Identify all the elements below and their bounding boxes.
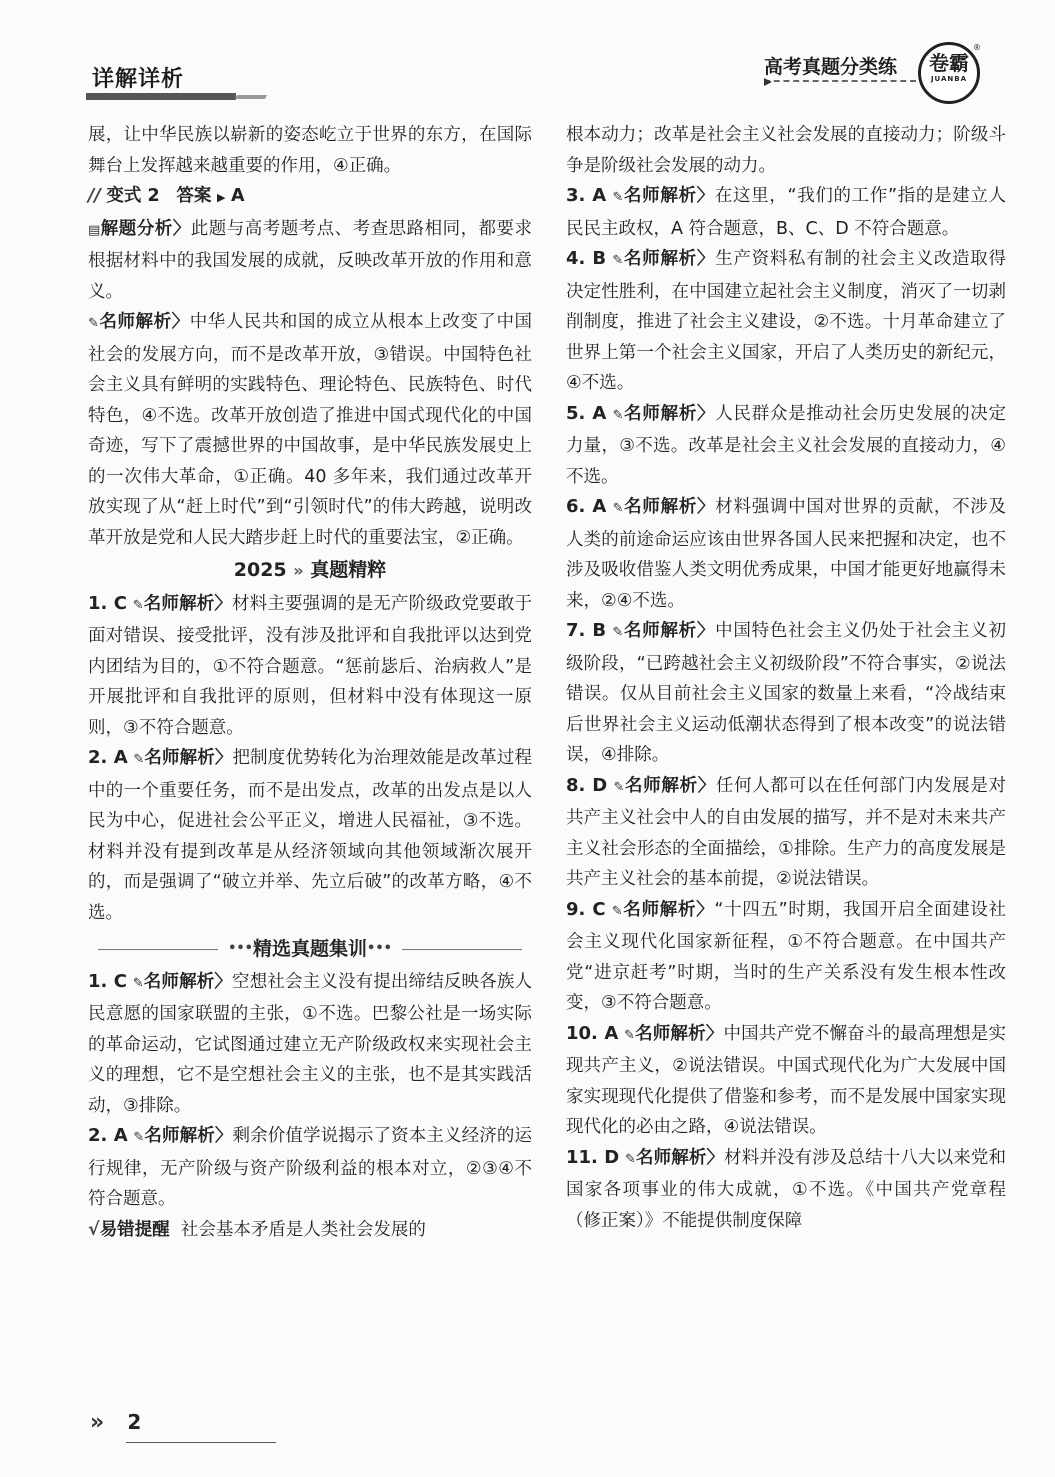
arrow-right-icon: 〉 [696,249,716,269]
question-item [566,1143,1006,1237]
arrow-right-icon: 〉 [696,621,716,641]
triangle-right-icon: ▶ [216,191,226,204]
explanation-label: 名师解析 [144,748,215,768]
explanation-label: 名师解析 [624,775,698,796]
analysis-text: 此题与高考题考点、考查思路相同，都要求根据材料中的我国发展的成就，反映改革开放的作用和意义。 [88,218,533,302]
logo-text: 卷霸 [929,51,969,75]
variant-tag: 变式 2 [106,186,160,206]
double-chevron-icon: » [90,1410,105,1435]
section-title: 精选真题集训 [253,938,368,960]
explanation-label: 名师解析 [623,497,698,517]
question-text: 材料并没有涉及总结十八大以来党和国家各项事业的伟大成就，①不选。《中国共产党章程（修正案）》不能提供制度保障 [566,1147,1007,1231]
double-slash-icon: // [88,186,101,206]
question-text: 剩余价值学说揭示了资本主义经济的运行规律，无产阶级与资产阶级利益的根本对立，②③④不符合题意。 [88,1126,532,1209]
footer-divider [126,1442,276,1443]
question-text: “十四五”时期，我国开启全面建设社会主义现代化国家新征程，①不符合题意。在中国共产党“进京赶考”时期，当时的生产关系没有发生根本性改变，③不符合题意。 [566,899,1007,1013]
question-number: 4. B [566,248,607,269]
question-text: 材料强调中国对世界的贡献，不涉及人类的前途命运应该由世界各国人民来把握和决定，也不涉及吸收借鉴人类文明优秀成果，中国才能更好地赢得未来，②④不选。 [566,497,1006,611]
arrow-right-icon: 〉 [214,748,233,768]
question-number: 11. D [566,1146,620,1168]
arrow-right-icon: 〉 [171,312,190,332]
book-title: 高考真题分类练 [764,56,898,78]
arrow-right-icon: 〉 [696,899,715,920]
arrow-right-icon: 〉 [172,218,191,239]
double-chevron-icon: » [293,561,304,580]
triangle-icon [764,78,772,86]
divider-line [402,949,522,950]
page-header [0,0,1055,110]
question-item [566,244,1006,399]
pencil-icon: ✎ [624,1151,636,1167]
arrow-right-icon: 〉 [214,971,233,992]
question-text: 生产资料私有制的社会主义改造取得决定性胜利，在中国建立起社会主义制度，消灭了一切剥削制度，推进了社会主义建设，②不选。十月革命建立了世界上第一个社会主义国家，开启了人类历史的新纪元，④不选。 [566,249,1007,393]
bullet-icon: ••• [228,941,253,956]
document-icon: ▤ [88,222,101,238]
question-number: 10. A [566,1022,619,1044]
question-text: 人民群众是推动社会历史发展的决定力量，③不选。改革是社会主义社会发展的直接动力，④不选。 [566,403,1006,487]
variant-heading [88,181,532,214]
section-title: 真题精粹 [310,559,387,581]
question-number: 6. A [566,496,607,517]
pencil-icon: ✎ [133,752,145,767]
answer-label: 答案 [176,186,212,206]
question-text: 中国共产党不懈奋斗的最高理想是实现共产主义，②说法错误。中国式现代化为广大发展中国家实现现代化提供了借鉴和参考，而不是发展中国家实现现代化的必由之路，④说法错误。 [566,1023,1006,1137]
question-item [88,967,532,1122]
explanation-label: 名师解析 [622,899,697,920]
pencil-icon: ✎ [132,975,144,991]
pencil-icon: ✎ [88,316,99,331]
pencil-icon: ✎ [613,779,625,795]
question-item [566,492,1006,616]
question-item [88,1121,532,1215]
continued-paragraph: 展，让中华民族以崭新的姿态屹立于世界的东方，在国际舞台上发挥越来越重要的作用，④正确。 [88,125,532,176]
header-bar [86,93,236,100]
question-text: 把制度优势转化为治理效能是改革过程中的一个重要任务，而不是出发点，改革的出发点是以人民为中心，促进社会公平正义，增进人民福祉，③不选。材料并没有提到改革是从经济领域向其他领域渐次展开的，而是强调了“破立并举、先立后破”的改革方略，④不选。 [88,748,532,923]
answer-value: A [230,186,245,206]
question-text: 任何人都可以在任何部门内发展是对共产主义社会中人的自由发展的描写，并不是对未来共产主义社会形态的全面描绘，①排除。生产力的高度发展是共产主义社会的基本前提，②说法错误。 [566,775,1006,889]
question-number: 2. A [88,747,128,768]
question-number: 1. C [88,592,127,614]
logo-subtext: JUANBA [930,75,968,83]
arrow-right-icon: 〉 [696,186,715,206]
question-item [566,181,1006,244]
explanation-label: 名师解析 [623,249,697,269]
explanation-label: 名师解析 [144,1126,215,1146]
arrow-right-icon: 〉 [214,593,233,614]
question-item [88,743,532,928]
pencil-icon: ✎ [624,1027,635,1043]
analysis-label: 解题分析 [100,218,173,239]
explanation-label: 名师解析 [143,971,215,992]
check-icon: √ [88,1219,100,1240]
divider-line [98,949,218,950]
pencil-icon: ✎ [612,501,624,516]
question-number: 2. A [88,1125,128,1146]
warning-block [88,1215,532,1246]
explanation-label: 名师解析 [98,312,172,332]
pencil-icon: ✎ [612,407,624,423]
explanation-label: 名师解析 [143,593,215,614]
header-bar-accent [235,95,267,99]
page-footer [90,1410,141,1435]
pencil-icon: ✎ [132,597,144,613]
question-number: 8. D [566,774,608,796]
arrow-right-icon: 〉 [697,497,716,517]
warning-text: 社会基本矛盾是人类社会发展的 [180,1219,426,1240]
analysis-block [88,214,532,308]
question-number: 3. A [566,185,607,206]
arrow-right-icon: 〉 [214,1126,233,1146]
pencil-icon: ✎ [133,1130,145,1145]
arrow-right-icon: 〉 [706,1147,725,1168]
section-heading-2025 [88,555,532,587]
page-number: 2 [127,1410,142,1434]
pencil-icon: ✎ [612,625,624,640]
question-item [88,589,532,744]
registered-mark: ® [973,43,981,52]
explanation-label: 名师解析 [634,1023,706,1044]
left-column [88,120,532,1245]
question-number: 9. C [566,898,606,920]
arrow-right-icon: 〉 [697,775,716,796]
question-item [566,771,1006,895]
question-text: 空想社会主义没有提出缔结反映各族人民意愿的国家联盟的主张，①不选。巴黎公社是一场实际的革命运动，它试图通过建立无产阶级政权来实现社会主义的理想，它不是空想社会主义的主张，也不是其实践活动，③排除。 [88,971,532,1116]
arrow-right-icon: 〉 [705,1023,724,1044]
pencil-icon: ✎ [612,190,624,205]
pencil-icon: ✎ [612,253,624,268]
question-item [566,616,1006,771]
question-text: 在这里，“我们的工作”指的是建立人民民主政权，A 符合题意，B、C、D 不符合题意。 [566,186,1007,239]
explanation-label: 名师解析 [623,403,698,424]
question-item [566,399,1006,493]
bullet-icon: ••• [367,941,392,956]
explanation-block [88,307,532,553]
question-text: 材料主要强调的是无产阶级政党要敢于面对错误、接受批评，没有涉及批评和自我批评以达到党内团结为目的，①不符合题意。“惩前毖后、治病救人”是开展批评和自我批评的原则，但材料中没有体现这一原则，③不符合题意。 [88,593,532,738]
question-item [566,895,1006,1019]
explanation-label: 名师解析 [623,621,697,641]
question-number: 7. B [566,620,607,641]
section-title: 详解详析 [92,67,185,92]
pencil-icon: ✎ [611,903,623,919]
section-year: 2025 [233,559,287,581]
brand-logo [918,42,980,104]
question-number: 1. C [88,970,127,992]
explanation-text: 中华人民共和国的成立从根本上改变了中国社会的发展方向，而不是改革开放，③错误。中国特色社会主义具有鲜明的实践特色、理论特色、民族特色、时代特色，④不选。改革开放创造了推进中国式现代化的中国奇迹，写下了震撼世界的中国故事，是中华民族发展史上的一次伟大革命，①正确。40 多年来，我们通过改革开放实现了从“赶上时代”到“引领时代”的伟大跨越，说明改革开放是党和人民大踏步赶上时代的重要法宝，②正确。 [88,312,533,548]
answer-list [566,181,1006,1236]
right-column [566,120,1006,1236]
question-number: 5. A [566,402,607,424]
explanation-label: 名师解析 [635,1147,707,1168]
question-item [566,1019,1006,1143]
question-text: 中国特色社会主义仍处于社会主义初级阶段，“已跨越社会主义初级阶段”不符合事实，②说法错误。仅从目前社会主义国家的数量上来看，“冷战结束后世界社会主义运动低潮状态得到了根本改变”的说法错误，④排除。 [566,621,1007,765]
warning-label: 易错提醒 [99,1219,170,1240]
section-heading-selected [88,934,532,965]
header-divider [764,80,916,82]
explanation-label: 名师解析 [623,186,697,206]
arrow-right-icon: 〉 [697,403,716,424]
continued-paragraph: 根本动力；改革是社会主义社会发展的直接动力；阶级斗争是阶级社会发展的动力。 [566,125,1006,176]
